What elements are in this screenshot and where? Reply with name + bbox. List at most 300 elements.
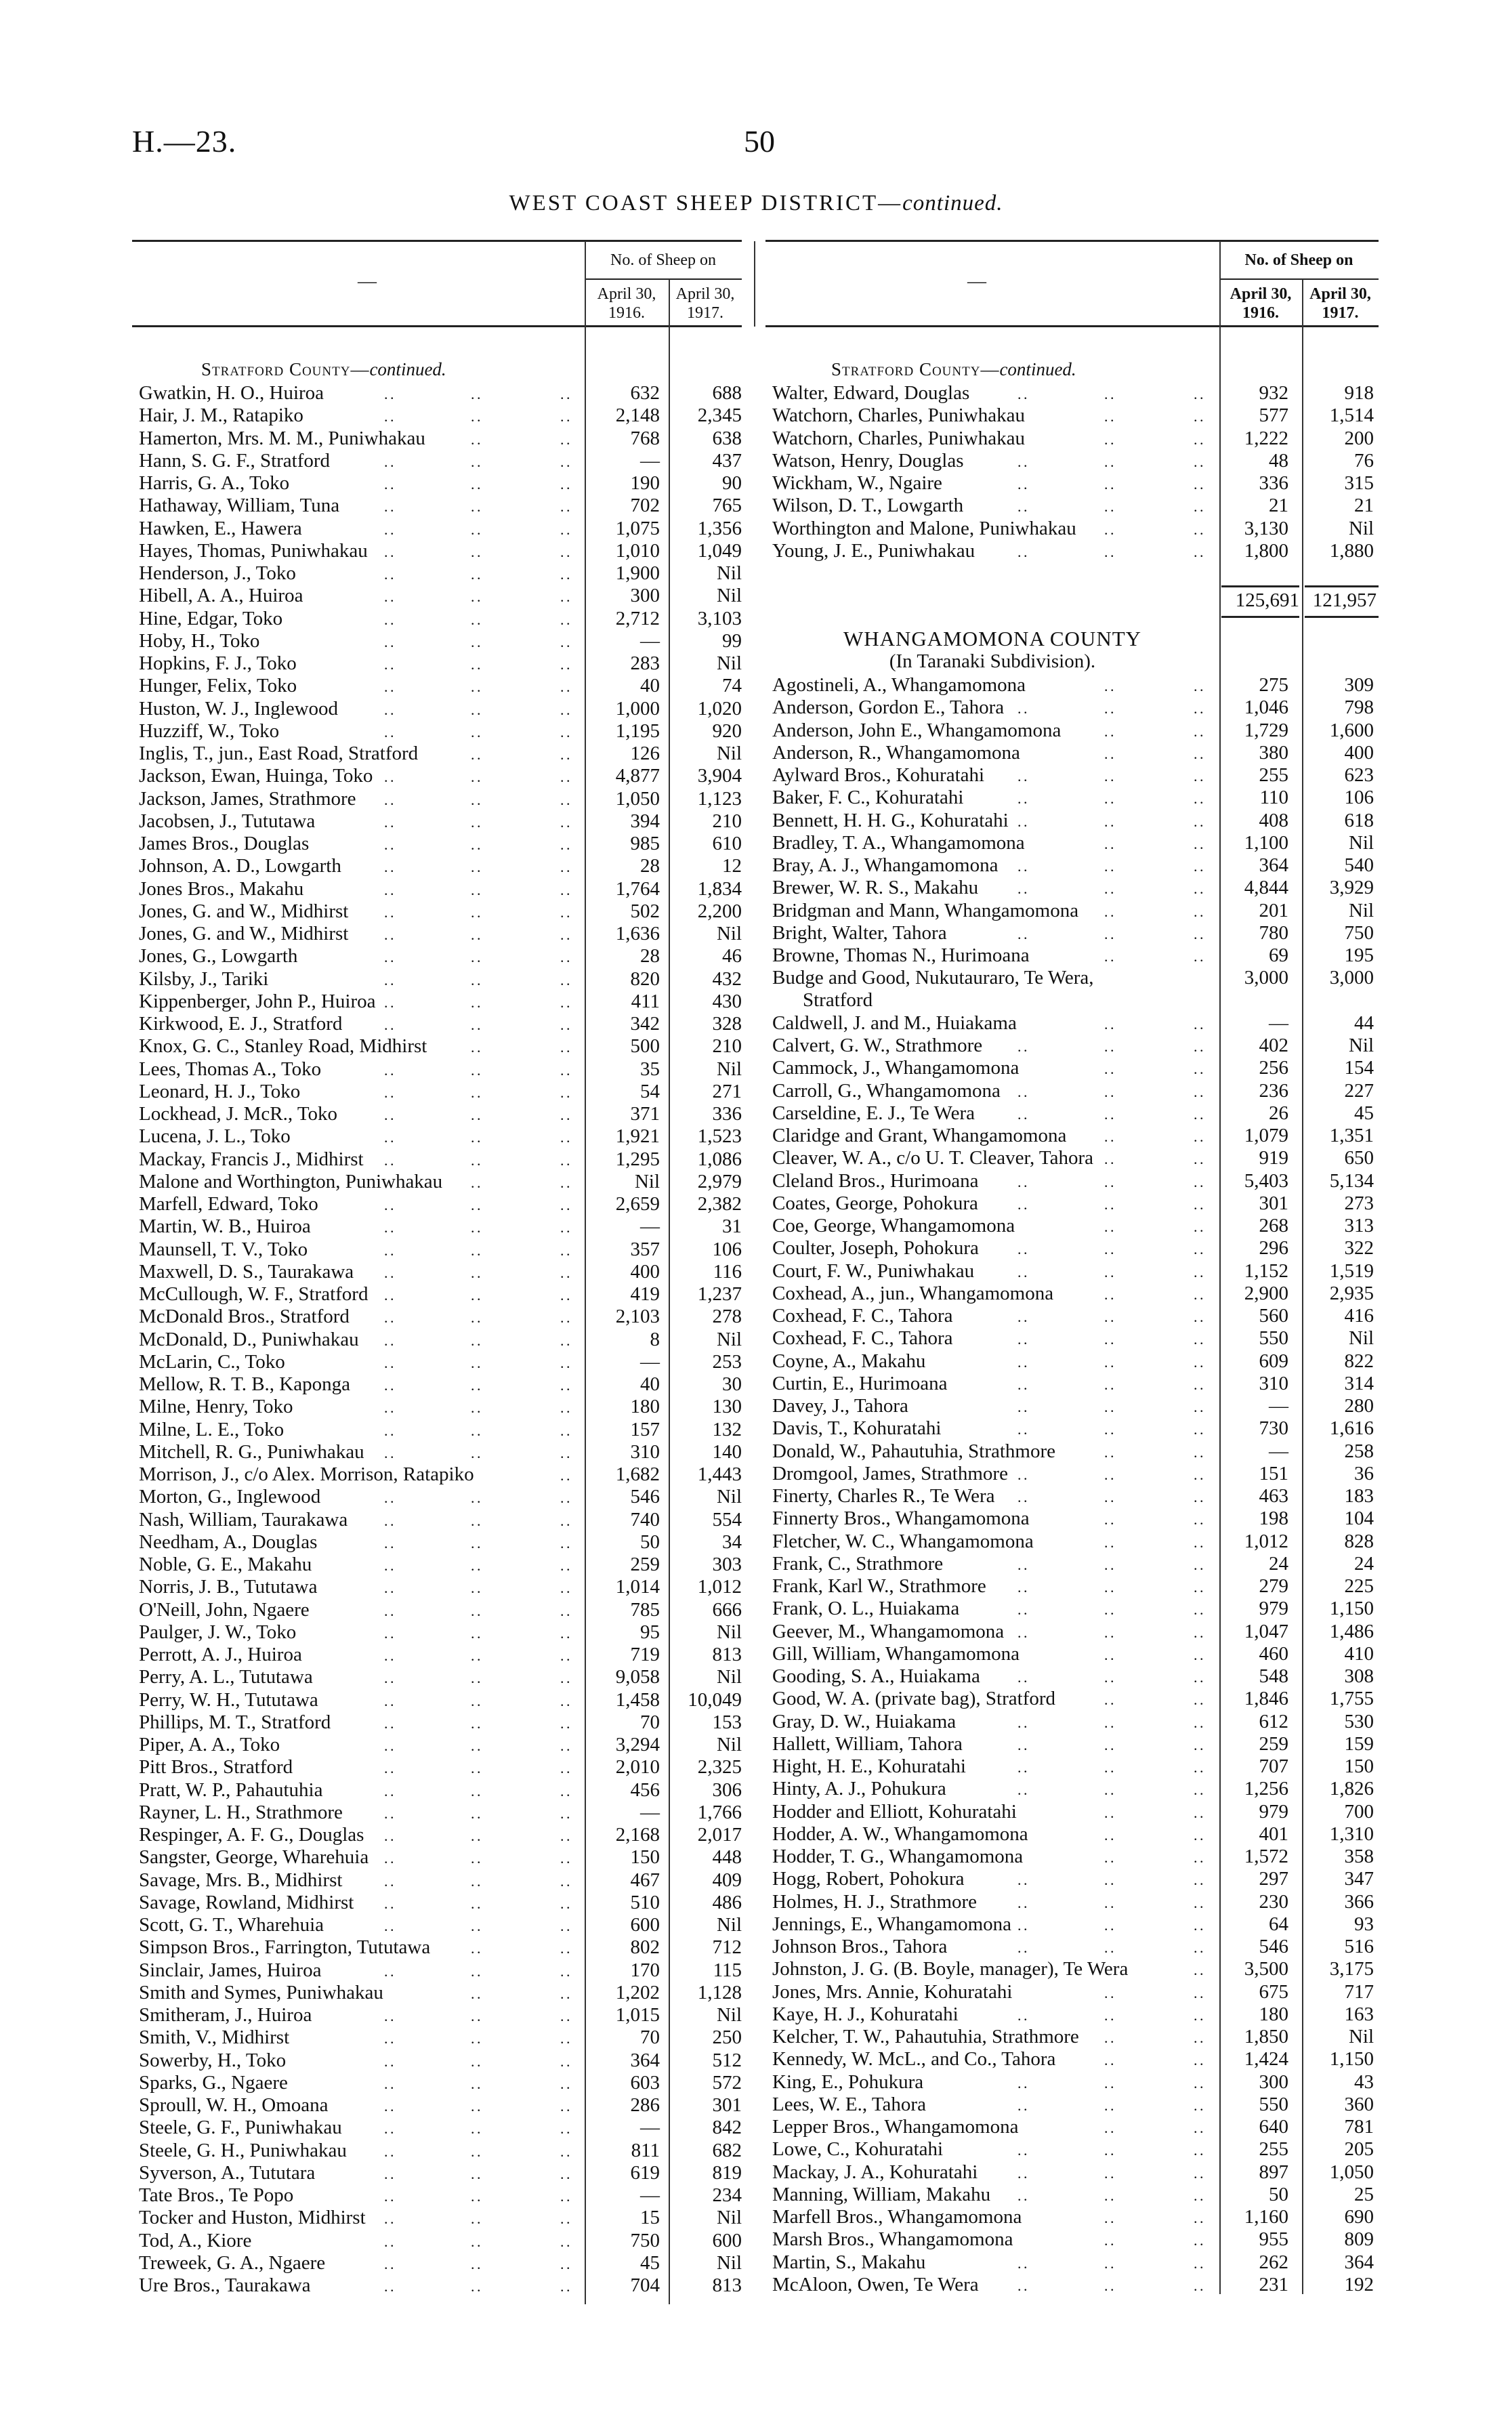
dot-leader	[384, 1576, 394, 1599]
dot-leader	[560, 1329, 570, 1352]
owner-name: King, E., Pohukura	[772, 2071, 924, 2093]
dot-leader	[1194, 1823, 1203, 1846]
sheep-1917: 31	[722, 1215, 742, 1238]
sheep-1917: Nil	[716, 1486, 742, 1508]
dot-leader	[560, 630, 570, 653]
sheep-1916: 1,572	[1244, 1846, 1288, 1867]
owner-name: Johnston, J. G. (B. Boyle, manager), Te Wera	[772, 1958, 1129, 1980]
table-row	[132, 2162, 745, 2184]
dot-leader	[384, 1531, 394, 1554]
sheep-1916: 719	[630, 1644, 660, 1665]
sheep-1917: 2,345	[697, 404, 742, 427]
sheep-1917: 2,017	[697, 1824, 742, 1846]
dot-leader	[1194, 1080, 1203, 1103]
sheep-1917: 271	[712, 1080, 742, 1102]
dot-leader	[1194, 1507, 1203, 1531]
dot-leader	[1104, 495, 1114, 518]
sheep-1916: 45	[640, 2251, 660, 2274]
dot-leader	[471, 1576, 480, 1599]
table-row	[132, 1576, 745, 1598]
table-row	[765, 1395, 1379, 1417]
dot-leader	[1194, 1733, 1203, 1756]
sheep-1916: 632	[630, 382, 660, 404]
dot-leader	[1017, 696, 1027, 720]
table-row	[132, 1013, 745, 1035]
dot-leader	[560, 1215, 570, 1239]
sheep-1916: 577	[1259, 404, 1288, 427]
owner-name: Mackay, Francis J., Midhirst	[139, 1148, 364, 1170]
sheep-1916: 1,424	[1244, 2048, 1288, 2071]
left-col1-header	[585, 285, 669, 323]
dot-leader	[471, 743, 480, 766]
sheep-1917: 1,616	[1329, 1417, 1374, 1440]
sheep-1916: 1,100	[1244, 831, 1288, 854]
owner-name: O'Neill, John, Ngaere	[139, 1598, 310, 1621]
right-col1-header	[1219, 285, 1302, 323]
dot-leader	[1017, 2274, 1027, 2297]
table-row	[132, 2117, 745, 2139]
dot-leader	[1194, 1035, 1203, 1058]
table-row	[132, 2050, 745, 2072]
dot-leader	[560, 1576, 570, 1599]
sheep-1916: 897	[1259, 2161, 1288, 2183]
sheep-1917: 1,086	[697, 1148, 742, 1170]
sheep-1916: —	[640, 449, 660, 472]
left-col1-line2: 1916.	[608, 304, 645, 322]
sheep-1916: 560	[1259, 1305, 1288, 1327]
dot-leader	[1194, 1801, 1203, 1824]
dot-leader	[560, 743, 570, 766]
sheep-1916: 1,079	[1244, 1125, 1288, 1146]
dot-leader	[1104, 1125, 1114, 1148]
sheep-1916: 1,015	[615, 2004, 660, 2026]
dot-leader	[1104, 1711, 1114, 1734]
dot-leader	[1017, 1778, 1027, 1801]
owner-name: Syverson, A., Tututara	[139, 2161, 316, 2184]
sheep-1917: Nil	[716, 1666, 742, 1688]
dot-leader	[384, 810, 394, 833]
dot-leader	[1194, 1215, 1203, 1238]
sheep-1916: —	[640, 2117, 660, 2139]
dot-leader	[1104, 1260, 1114, 1283]
dot-leader	[384, 1351, 394, 1374]
left-header-bottom-rule	[132, 325, 742, 327]
owner-name: Davis, T., Kohuratahi	[772, 1417, 942, 1440]
right-section-name: Stratford County—	[831, 359, 1000, 379]
sheep-1917: 205	[1344, 2138, 1374, 2161]
sheep-1916: 297	[1259, 1868, 1288, 1890]
owner-name: Huston, W. J., Inglewood	[139, 697, 339, 720]
dot-leader	[1104, 1440, 1114, 1463]
sheep-1917: Nil	[716, 1621, 742, 1643]
table-row	[132, 1035, 745, 1058]
sheep-1917: 90	[722, 472, 742, 494]
owner-name: Marsh Bros., Whangamomona	[772, 2228, 1013, 2251]
dot-leader	[1017, 1417, 1027, 1440]
sheep-1917: 2,200	[697, 900, 742, 922]
dot-leader	[384, 1261, 394, 1284]
dot-leader	[1104, 1665, 1114, 1688]
table-row	[132, 1711, 745, 1734]
owner-name: Perry, W. H., Tututawa	[139, 1688, 318, 1711]
dot-leader	[1194, 1485, 1203, 1508]
dot-leader	[560, 1644, 570, 1667]
sheep-1916: 919	[1259, 1147, 1288, 1169]
table-row	[132, 1441, 745, 1463]
sheep-1917: 93	[1354, 1913, 1374, 1935]
owner-name: Caldwell, J. and M., Huiakama	[772, 1012, 1017, 1034]
dot-leader	[1104, 1485, 1114, 1508]
dot-leader	[1194, 2138, 1203, 2161]
right-section-title	[831, 359, 1076, 380]
table-row	[132, 382, 745, 404]
owner-name: Bray, A. J., Whangamomona	[772, 854, 999, 876]
dot-leader	[1194, 1417, 1203, 1440]
dot-leader	[1104, 1733, 1114, 1756]
dot-leader	[471, 1103, 480, 1126]
sheep-1917: 360	[1344, 2093, 1374, 2115]
left-col2-line2: 1917.	[687, 304, 723, 322]
table-row	[765, 2026, 1379, 2048]
dot-leader	[471, 1329, 480, 1352]
table-row	[132, 1239, 745, 1261]
dot-leader	[1104, 1057, 1114, 1080]
dot-leader	[471, 562, 480, 585]
dot-leader	[1104, 922, 1114, 945]
owner-name: Jackson, James, Strathmore	[139, 787, 356, 810]
table-row	[765, 877, 1379, 899]
right-col2-line1: April 30,	[1309, 285, 1371, 303]
table-row	[132, 2184, 745, 2207]
dot-leader	[1017, 1170, 1027, 1193]
owner-name: Milne, L. E., Toko	[139, 1418, 285, 1440]
dot-leader	[384, 450, 394, 473]
dot-leader	[1017, 764, 1027, 787]
sheep-1916: 2,148	[615, 404, 660, 427]
sheep-1917: 3,103	[697, 607, 742, 629]
table-row	[132, 540, 745, 562]
table-row	[132, 1463, 745, 1486]
table-row	[765, 1575, 1379, 1598]
dot-leader	[1104, 1846, 1114, 1869]
dot-leader	[1194, 1012, 1203, 1035]
dot-leader	[1194, 854, 1203, 877]
table-row	[132, 630, 745, 652]
dot-leader	[560, 2230, 570, 2253]
page-title	[0, 191, 1512, 216]
owner-name: Inglis, T., jun., East Road, Stratford	[139, 743, 419, 764]
sheep-1916: 2,168	[615, 1824, 660, 1846]
owner-name: Frank, Karl W., Strathmore	[772, 1575, 986, 1597]
dot-leader	[560, 900, 570, 923]
sheep-1916: 619	[630, 2161, 660, 2184]
sheep-1917: 25	[1354, 2183, 1374, 2205]
page-number: 50	[744, 124, 775, 159]
dot-leader	[560, 2184, 570, 2207]
sheep-1916: 255	[1259, 2138, 1288, 2161]
owner-name: Hodder, T. G., Whangamomona	[772, 1846, 1024, 1867]
table-row	[765, 2184, 1379, 2206]
sheep-1917: 115	[713, 1959, 742, 1981]
owner-name: Kilsby, J., Tariki	[139, 968, 269, 990]
dot-leader	[384, 2252, 394, 2275]
owner-name: Mellow, R. T. B., Kaponga	[139, 1373, 350, 1395]
sheep-1917: 1,880	[1329, 539, 1374, 562]
dot-leader	[471, 1306, 480, 1329]
sheep-1917: 1,486	[1329, 1620, 1374, 1642]
sheep-1917: 819	[712, 2161, 742, 2184]
sheep-1916: 510	[630, 1891, 660, 1913]
table-row	[765, 900, 1379, 922]
dot-leader	[1194, 2048, 1203, 2071]
dot-leader	[1194, 1981, 1203, 2004]
dot-leader	[471, 1621, 480, 1644]
sheep-1917: 554	[712, 1508, 742, 1531]
dot-leader	[471, 2252, 480, 2275]
sheep-1916: 28	[640, 945, 660, 968]
dot-leader	[560, 2050, 570, 2073]
dot-leader	[1017, 2161, 1027, 2184]
owner-name: Finnerty Bros., Whangamomona	[772, 1507, 1030, 1530]
owner-name: Marfell Bros., Whangamomona	[772, 2206, 1022, 2228]
dot-leader	[1194, 1553, 1203, 1576]
left-col2-header	[669, 285, 742, 323]
dot-leader	[1104, 1891, 1114, 1914]
owner-name: Leonard, H. J., Toko	[139, 1080, 301, 1102]
owner-name: Marfell, Edward, Toko	[139, 1193, 318, 1215]
sheep-1917: 153	[712, 1711, 742, 1733]
dot-leader	[1104, 1395, 1114, 1418]
dot-leader	[384, 2230, 394, 2253]
sheep-1917: 1,755	[1329, 1688, 1374, 1710]
sheep-1916: 502	[630, 900, 660, 922]
sheep-1917: Nil	[716, 652, 742, 674]
dot-leader	[471, 945, 480, 968]
dot-leader	[560, 1531, 570, 1554]
table-row	[765, 1260, 1379, 1283]
sheep-1916: 1,222	[1244, 427, 1288, 449]
owner-name: Hine, Edgar, Toko	[139, 607, 283, 629]
dot-leader	[1194, 2161, 1203, 2184]
sheep-1916: 1,458	[615, 1688, 660, 1711]
dot-leader	[1104, 1507, 1114, 1531]
owner-name: Simpson Bros., Farrington, Tututawa	[139, 1936, 431, 1959]
dot-leader	[1194, 944, 1203, 968]
dot-leader	[471, 1644, 480, 1667]
owner-name: Coxhead, A., jun., Whangamomona	[772, 1282, 1054, 1304]
dot-leader	[384, 2004, 394, 2027]
dot-leader	[1104, 1035, 1114, 1058]
dot-leader	[384, 608, 394, 631]
sheep-1917: Nil	[716, 2207, 742, 2229]
dot-leader	[560, 968, 570, 991]
dot-leader	[1194, 1192, 1203, 1215]
table-row	[765, 1643, 1379, 1665]
dot-leader	[471, 2162, 480, 2185]
sheep-1916: 275	[1259, 674, 1288, 696]
table-row	[132, 1103, 745, 1125]
owner-name: Smitheram, J., Huiroa	[139, 2004, 312, 2026]
dot-leader	[560, 2274, 570, 2297]
table-row	[765, 1688, 1379, 1710]
sheep-1917: 920	[712, 720, 742, 742]
sheep-1917: 313	[1344, 1215, 1374, 1236]
dot-leader	[384, 1802, 394, 1825]
table-row	[132, 1734, 745, 1756]
owner-name: Coyne, A., Makahu	[772, 1350, 926, 1372]
dot-leader	[471, 923, 480, 946]
sheep-1916: 259	[1259, 1732, 1288, 1755]
dot-leader	[560, 788, 570, 811]
table-row	[765, 1350, 1379, 1373]
owner-name: Calvert, G. W., Strathmore	[772, 1035, 983, 1056]
sheep-1916: 985	[630, 833, 660, 854]
sheep-1916: 1,195	[615, 720, 660, 742]
sheep-1917: 437	[712, 449, 742, 472]
dot-leader	[1104, 382, 1114, 405]
dot-leader	[471, 1892, 480, 1915]
sheep-1916: —	[640, 1801, 660, 1823]
sheep-1917: 828	[1344, 1530, 1374, 1552]
table-row	[765, 674, 1379, 696]
owner-name: Donald, W., Pahautuhia, Strathmore	[772, 1440, 1056, 1462]
sheep-1917: Nil	[716, 2004, 742, 2026]
dot-leader	[560, 428, 570, 451]
sheep-1916: 15	[640, 2207, 660, 2229]
sheep-1916: 2,659	[615, 1193, 660, 1215]
dot-leader	[1194, 1147, 1203, 1170]
sheep-1916: 310	[630, 1440, 660, 1463]
sheep-1917: 1,310	[1329, 1823, 1374, 1845]
total-col2-bottom-rule	[1305, 616, 1379, 618]
owner-name: Worthington and Malone, Puniwhakau	[772, 517, 1076, 539]
sheep-1917: 1,834	[697, 877, 742, 900]
sheep-1917: 154	[1344, 1057, 1374, 1079]
dot-leader	[1104, 450, 1114, 473]
sheep-1917: 688	[712, 382, 742, 404]
sheep-1916: 26	[1269, 1102, 1288, 1124]
dot-leader	[1104, 764, 1114, 787]
table-row	[132, 698, 745, 720]
dot-leader	[1104, 2161, 1114, 2184]
dot-leader	[1194, 810, 1203, 833]
dot-leader	[471, 382, 480, 405]
table-row	[765, 2251, 1379, 2274]
sheep-1916: 180	[1259, 2003, 1288, 2025]
dot-leader	[471, 1013, 480, 1036]
dot-leader	[560, 720, 570, 743]
dot-leader	[384, 1914, 394, 1937]
dot-leader	[471, 1914, 480, 1937]
owner-name: Pitt Bros., Stratford	[139, 1756, 293, 1779]
dot-leader	[1194, 428, 1203, 451]
dot-leader	[1194, 2026, 1203, 2049]
sheep-1916: 401	[1259, 1823, 1288, 1845]
dot-leader	[1194, 1373, 1203, 1396]
dot-leader	[471, 1531, 480, 1554]
sheep-1917: 809	[1344, 2228, 1374, 2251]
sheep-1916: 95	[640, 1621, 660, 1643]
table-row	[132, 1373, 745, 1396]
sheep-1917: 1,356	[697, 517, 742, 539]
table-row	[765, 1080, 1379, 1102]
dot-leader	[1194, 742, 1203, 765]
sheep-1917: Nil	[716, 562, 742, 584]
dot-leader	[384, 630, 394, 653]
sheep-1916: 2,900	[1244, 1282, 1288, 1304]
owner-name: Noble, G. E., Makahu	[139, 1554, 312, 1575]
table-row	[132, 1869, 745, 1892]
dot-leader	[471, 1869, 480, 1892]
owner-name: Smith, V., Midhirst	[139, 2026, 290, 2049]
sheep-1917: 116	[713, 1260, 742, 1283]
table-row	[765, 472, 1379, 495]
dot-leader	[471, 2050, 480, 2073]
owner-name: Jacobsen, J., Tututawa	[139, 810, 316, 832]
owner-name: Kennedy, W. McL., and Co., Tahora	[772, 2048, 1056, 2071]
sheep-1917: 303	[712, 1554, 742, 1575]
dot-leader	[1194, 1327, 1203, 1350]
dot-leader	[560, 2140, 570, 2163]
dot-leader	[384, 495, 394, 518]
sheep-1917: 512	[712, 2049, 742, 2071]
sheep-1917: 1,600	[1329, 719, 1374, 741]
owner-name: Anderson, R., Whangamomona	[772, 741, 1020, 764]
dot-leader	[471, 1148, 480, 1171]
table-row	[765, 1598, 1379, 1620]
table-row	[765, 1147, 1379, 1169]
dot-leader	[384, 472, 394, 495]
table-row	[765, 1192, 1379, 1215]
sheep-1917: 3,929	[1329, 877, 1374, 899]
dot-leader	[1017, 382, 1027, 405]
sheep-1917: 43	[1354, 2071, 1374, 2093]
dot-leader	[384, 1824, 394, 1847]
dot-leader	[471, 2026, 480, 2050]
dot-leader	[560, 1035, 570, 1058]
owner-name: Mitchell, R. G., Puniwhakau	[139, 1440, 364, 1463]
dot-leader	[384, 1689, 394, 1712]
dot-leader	[560, 1125, 570, 1148]
left-col2-line1: April 30,	[675, 285, 735, 303]
sheep-1917: 336	[712, 1103, 742, 1125]
right-col2-header	[1302, 285, 1379, 323]
sheep-1916: 69	[1269, 944, 1288, 966]
table-row	[132, 1148, 745, 1171]
table-row	[765, 1553, 1379, 1575]
table-row	[765, 944, 1379, 967]
sheep-1916: 1,295	[615, 1148, 660, 1170]
owner-name: Lepper Bros., Whangamomona	[772, 2116, 1019, 2138]
right-col1-line1: April 30,	[1230, 285, 1292, 303]
owner-name: Scott, G. T., Wharehuia	[139, 1914, 324, 1936]
dot-leader	[1194, 1395, 1203, 1418]
dot-leader	[1104, 1621, 1114, 1644]
dot-leader	[560, 540, 570, 563]
dot-leader	[1017, 1395, 1027, 1418]
sheep-1916: 979	[1259, 1800, 1288, 1823]
dot-leader	[1104, 1913, 1114, 1936]
table-row	[765, 1621, 1379, 1643]
dot-leader	[560, 1599, 570, 1622]
table-row	[132, 765, 745, 787]
dot-leader	[384, 2117, 394, 2140]
dot-leader	[1194, 696, 1203, 720]
sheep-1916: 2,712	[615, 607, 660, 629]
sheep-1917: 3,000	[1329, 967, 1374, 989]
dot-leader	[560, 1351, 570, 1374]
sheep-1917: 74	[722, 675, 742, 697]
